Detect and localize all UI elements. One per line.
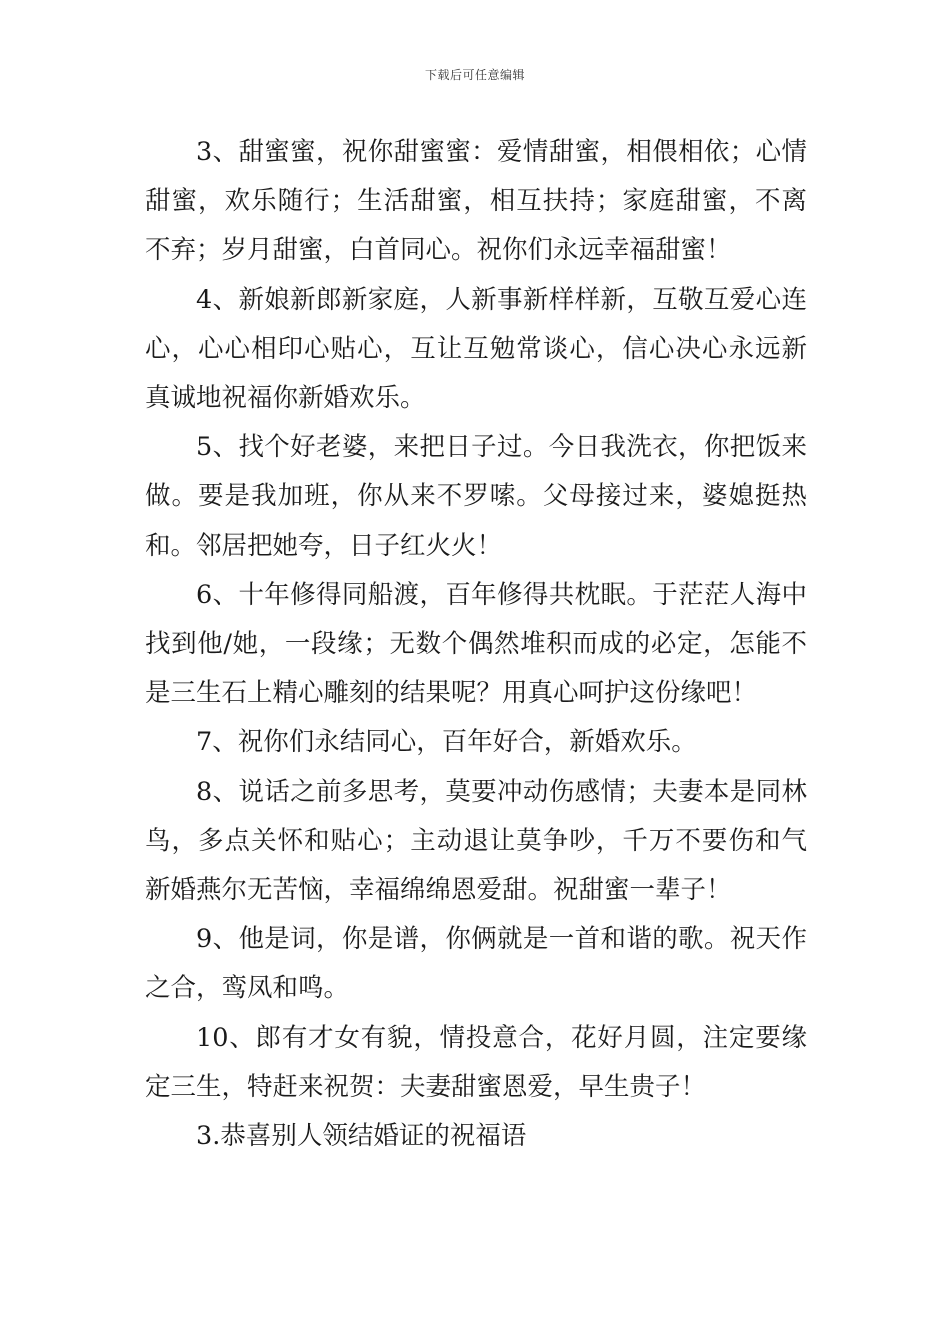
paragraph-blessing-3: 3、甜蜜蜜，祝你甜蜜蜜：爱情甜蜜，相偎相依；心情甜蜜，欢乐随行；生活甜蜜，相互扶持；家庭甜蜜，不离不弃；岁月甜蜜，白首同心。祝你们永远幸福甜蜜！ [145,137,807,266]
paragraph-blessing-10: 10、郎有才女有貌，情投意合，花好月圆，注定要缘定三生，特赶来祝贺：夫妻甜蜜恩爱，早生贵子！ [145,1022,807,1102]
paragraph-blessing-6: 6、十年修得同船渡，百年修得共枕眠。于茫茫人海中找到他/她，一段缘；无数个偶然堆积而成的必定，怎能不是三生石上精心雕刻的结果呢？用真心呵护这份缘吧！ [145,579,807,709]
document-body [145,128,807,1161]
page-header: 下载后可任意编辑 [424,68,525,82]
paragraph-blessing-5: 5、找个好老婆，来把日子过。今日我洗衣，你把饭来做。要是我加班，你从来不罗嗦。父母接过来，婆媳挺热和。邻居把她夸，日子红火火！ [145,432,807,561]
paragraph-blessing-9: 9、他是词，你是谱，你俩就是一首和谐的歌。祝天作之合，鸾凤和鸣。 [145,924,807,1004]
paragraph-blessing-7: 7、祝你们永结同心，百年好合，新婚欢乐。 [196,727,697,758]
paragraph-blessing-8: 8、说话之前多思考，莫要冲动伤感情；夫妻本是同林鸟，多点关怀和贴心；主动退让莫争吵，千万不要伤和气新婚燕尔无苦恼，幸福绵绵恩爱甜。祝甜蜜一辈子！ [145,776,807,906]
section-heading: 3.恭喜别人领结婚证的祝福语 [196,1121,527,1152]
paragraph-blessing-4: 4、新娘新郎新家庭，人新事新样样新，互敬互爱心连心，心心相印心贴心，互让互勉常谈心，信心决心永远新真诚地祝福你新婚欢乐。 [145,284,807,414]
